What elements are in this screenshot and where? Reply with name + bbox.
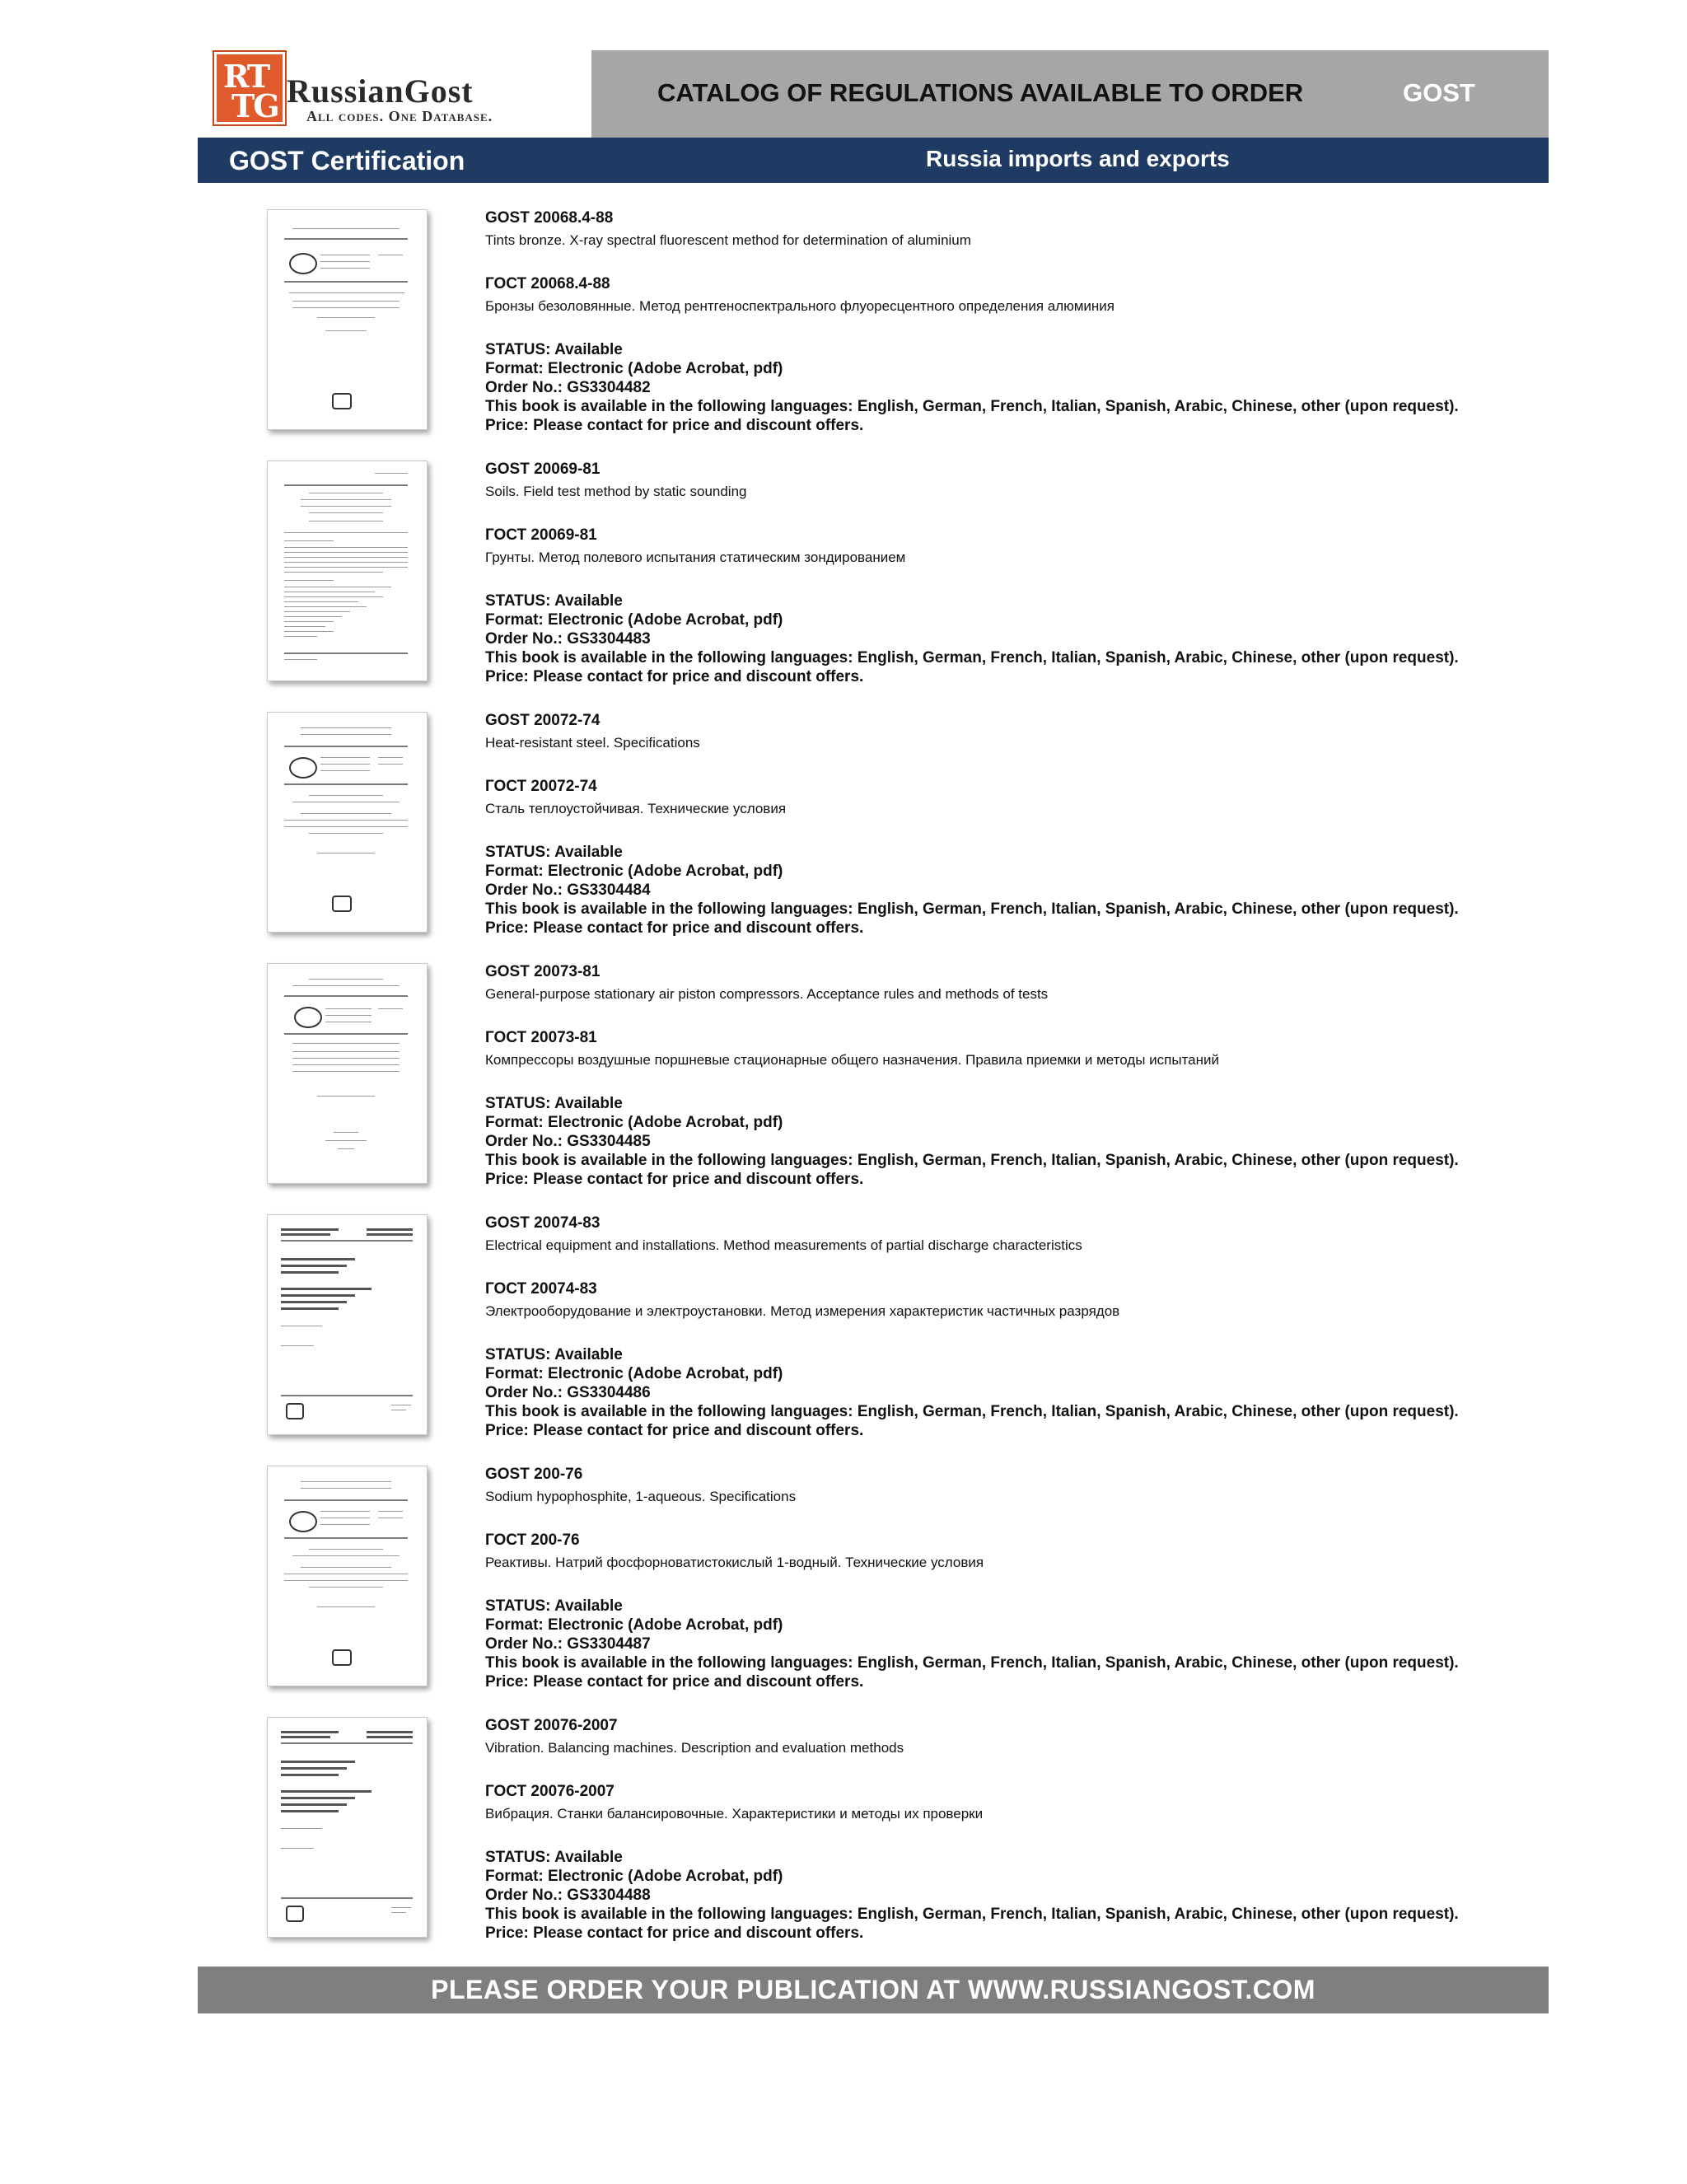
languages-text: This book is available in the following languages: English, German, French, Italian, Spanish, Arabic, Chinese, other (upon request). bbox=[485, 1152, 1459, 1169]
order-number: Order No.: GS3304482 bbox=[485, 379, 651, 396]
order-number: Order No.: GS3304483 bbox=[485, 630, 651, 648]
publisher-icon bbox=[332, 1649, 352, 1666]
order-number: Order No.: GS3304485 bbox=[485, 1133, 651, 1150]
standard-title-en: Heat-resistant steel. Specifications bbox=[485, 735, 700, 751]
price-text: Price: Please contact for price and discount offers. bbox=[485, 668, 864, 685]
status-text: STATUS: Available bbox=[485, 1095, 623, 1112]
format-text: Format: Electronic (Adobe Acrobat, pdf) bbox=[485, 863, 783, 880]
standard-title-en: Sodium hypophosphite, 1-aqueous. Specifications bbox=[485, 1489, 797, 1504]
order-number: Order No.: GS3304487 bbox=[485, 1635, 651, 1653]
status-text: STATUS: Available bbox=[485, 844, 623, 861]
document-thumbnail bbox=[267, 963, 428, 1184]
standard-code: GOST 200-76 bbox=[485, 1466, 583, 1483]
logo-mark-line1: RT bbox=[223, 58, 269, 95]
standard-title-ru: Бронзы безоловянные. Метод рентгеноспектрального флуоресцентного определения алюминия bbox=[485, 298, 1115, 314]
trade-label: Russia imports and exports bbox=[926, 146, 1230, 171]
standard-code-ru: ГОСТ 20074-83 bbox=[485, 1280, 597, 1298]
document-thumbnail bbox=[267, 461, 428, 681]
emblem-icon bbox=[289, 1511, 317, 1532]
standard-code-ru: ГОСТ 20069-81 bbox=[485, 526, 597, 544]
order-link[interactable]: PLEASE ORDER YOUR PUBLICATION AT WWW.RUSSIANGOST.COM bbox=[431, 1975, 1315, 2004]
order-number: Order No.: GS3304488 bbox=[485, 1887, 651, 1904]
status-text: STATUS: Available bbox=[485, 1346, 623, 1363]
format-text: Format: Electronic (Adobe Acrobat, pdf) bbox=[485, 1114, 783, 1131]
standard-title-ru: Электрооборудование и электроустановки. Метод измерения характеристик частичных разрядов bbox=[485, 1303, 1120, 1319]
format-text: Format: Electronic (Adobe Acrobat, pdf) bbox=[485, 1365, 783, 1382]
standard-title-ru: Сталь теплоустойчивая. Технические условия bbox=[485, 801, 787, 816]
catalog-title: CATALOG OF REGULATIONS AVAILABLE TO ORDER bbox=[657, 78, 1304, 107]
order-number: Order No.: GS3304486 bbox=[485, 1384, 651, 1401]
catalog-entry bbox=[198, 1466, 1549, 1705]
standard-title-ru: Грунты. Метод полевого испытания статическим зондированием bbox=[485, 550, 906, 565]
standard-title-ru: Вибрация. Станки балансировочные. Характеристики и методы их проверки bbox=[485, 1806, 984, 1822]
publisher-icon bbox=[332, 896, 352, 912]
languages-text: This book is available in the following languages: English, German, French, Italian, Spanish, Arabic, Chinese, other (upon request). bbox=[485, 1906, 1459, 1923]
document-thumbnail bbox=[267, 209, 428, 430]
logo-tagline: All codes. One Database. bbox=[306, 108, 493, 124]
catalog-header bbox=[591, 50, 1549, 138]
catalog-entry bbox=[198, 963, 1549, 1202]
certification-label: GOST Certification bbox=[229, 146, 465, 175]
catalog-entry bbox=[198, 1214, 1549, 1453]
standard-code-ru: ГОСТ 200-76 bbox=[485, 1532, 580, 1549]
format-text: Format: Electronic (Adobe Acrobat, pdf) bbox=[485, 611, 783, 629]
standard-title-en: Vibration. Balancing machines. Description and evaluation methods bbox=[485, 1740, 904, 1756]
order-number: Order No.: GS3304484 bbox=[485, 882, 651, 899]
format-text: Format: Electronic (Adobe Acrobat, pdf) bbox=[485, 1616, 783, 1634]
publisher-icon bbox=[286, 1403, 304, 1419]
standard-code: GOST 20069-81 bbox=[485, 461, 600, 478]
catalog-entry bbox=[198, 1717, 1549, 1956]
standard-code-ru: ГОСТ 20072-74 bbox=[485, 778, 597, 795]
standard-title-en: Tints bronze. X-ray spectral fluorescent method for determination of aluminium bbox=[485, 232, 971, 248]
emblem-icon bbox=[289, 757, 317, 779]
document-thumbnail bbox=[267, 712, 428, 933]
status-text: STATUS: Available bbox=[485, 1849, 623, 1866]
languages-text: This book is available in the following languages: English, German, French, Italian, Spanish, Arabic, Chinese, other (upon request). bbox=[485, 649, 1459, 666]
standard-code: GOST 20073-81 bbox=[485, 963, 600, 980]
logo-mark-icon bbox=[214, 52, 285, 124]
languages-text: This book is available in the following languages: English, German, French, Italian, Spanish, Arabic, Chinese, other (upon request). bbox=[485, 900, 1459, 918]
languages-text: This book is available in the following languages: English, German, French, Italian, Spanish, Arabic, Chinese, other (upon request). bbox=[485, 398, 1459, 415]
standard-title-ru: Реактивы. Натрий фосфорноватистокислый 1-водный. Технические условия bbox=[485, 1555, 984, 1570]
price-text: Price: Please contact for price and discount offers. bbox=[485, 919, 864, 937]
standard-code: GOST 20076-2007 bbox=[485, 1717, 618, 1734]
catalog-code: GOST bbox=[1403, 78, 1475, 107]
standard-title-en: Electrical equipment and installations. Method measurements of partial discharge characteristics bbox=[485, 1237, 1082, 1253]
standard-code-ru: ГОСТ 20076-2007 bbox=[485, 1783, 615, 1800]
emblem-icon bbox=[289, 253, 317, 274]
standard-title-ru: Компрессоры воздушные поршневые стационарные общего назначения. Правила приемки и методы испытаний bbox=[485, 1052, 1220, 1068]
standard-code: GOST 20072-74 bbox=[485, 712, 600, 729]
standard-code: GOST 20068.4-88 bbox=[485, 209, 614, 227]
languages-text: This book is available in the following languages: English, German, French, Italian, Spanish, Arabic, Chinese, other (upon request). bbox=[485, 1403, 1459, 1420]
logo-name: RussianGost bbox=[287, 72, 474, 110]
format-text: Format: Electronic (Adobe Acrobat, pdf) bbox=[485, 1868, 783, 1885]
logo bbox=[198, 50, 591, 138]
standard-code: GOST 20074-83 bbox=[485, 1214, 600, 1232]
standard-code-ru: ГОСТ 20068.4-88 bbox=[485, 275, 610, 292]
price-text: Price: Please contact for price and discount offers. bbox=[485, 1422, 864, 1439]
status-text: STATUS: Available bbox=[485, 341, 623, 358]
price-text: Price: Please contact for price and discount offers. bbox=[485, 1924, 864, 1942]
status-text: STATUS: Available bbox=[485, 592, 623, 610]
price-text: Price: Please contact for price and discount offers. bbox=[485, 1673, 864, 1691]
price-text: Price: Please contact for price and discount offers. bbox=[485, 417, 864, 434]
logo-mark-line2: TG bbox=[231, 87, 278, 124]
languages-text: This book is available in the following languages: English, German, French, Italian, Spanish, Arabic, Chinese, other (upon request). bbox=[485, 1654, 1459, 1672]
document-thumbnail bbox=[267, 1466, 428, 1686]
standard-title-en: Soils. Field test method by static sounding bbox=[485, 484, 747, 499]
document-thumbnail bbox=[267, 1214, 428, 1435]
catalog-entry bbox=[198, 712, 1549, 951]
document-thumbnail bbox=[267, 1717, 428, 1938]
emblem-icon bbox=[294, 1007, 322, 1028]
order-footer bbox=[198, 1967, 1549, 2013]
catalog-entry bbox=[198, 461, 1549, 699]
standard-code-ru: ГОСТ 20073-81 bbox=[485, 1029, 597, 1046]
publisher-icon bbox=[286, 1906, 304, 1922]
price-text: Price: Please contact for price and discount offers. bbox=[485, 1171, 864, 1188]
standard-title-en: General-purpose stationary air piston compressors. Acceptance rules and methods of tests bbox=[485, 986, 1049, 1002]
publisher-icon bbox=[332, 393, 352, 409]
certification-bar bbox=[198, 138, 1549, 183]
format-text: Format: Electronic (Adobe Acrobat, pdf) bbox=[485, 360, 783, 377]
status-text: STATUS: Available bbox=[485, 1597, 623, 1615]
catalog-entry bbox=[198, 209, 1549, 448]
